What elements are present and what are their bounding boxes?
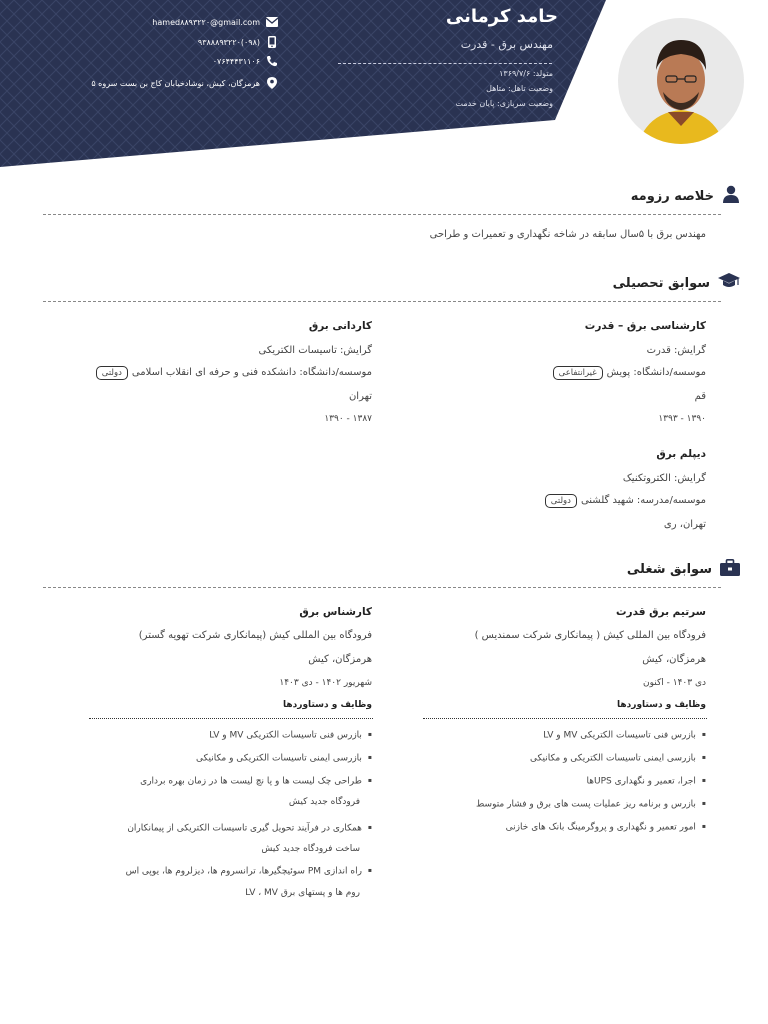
job-location: هرمزگان، کیش [642,654,706,665]
duty-item: ▪ بازرس فنی تاسیسات الکتریکی MV و LV [543,723,706,748]
summary-heading: خلاصه رزومه [630,188,714,204]
contact-email[interactable] [152,16,278,28]
duty-item: ▪ بازرس و برنامه ریز عملیات پست های برق و فشار متوسط [476,792,706,817]
location-pin-icon [266,77,278,89]
job-title: مهندس برق - قدرت [460,38,553,51]
marital-status: وضعیت تاهل: متاهل [486,84,553,93]
education-degree: کاردانی برق [308,320,372,332]
work-heading: سوابق شغلی [626,562,712,577]
user-icon [722,185,740,207]
duty-item: ▪ اجرا، تعمیر و نگهداری UPSها [586,769,706,794]
address-text: هرمزگان، کیش، نوشادخیابان کاج بن بست سروه ۵ [91,78,260,88]
duties-label: وظایف و دستاوردها [283,700,372,710]
education-degree: دیپلم برق [656,448,706,460]
avatar [618,18,744,144]
contact-phone[interactable] [213,55,278,67]
contact-address [91,77,278,89]
education-field: گرایش: تاسیسات الکتریکی [258,345,372,356]
work-divider [43,587,721,588]
duty-item: ▪ همکاری در فرآیند تحویل گیری تاسیسات الکتریکی از پیمانکاران [127,816,372,841]
duties-label: وظایف و دستاوردها [617,700,706,710]
duty-item-continuation: فرودگاه جدید کیش [288,797,360,807]
birth-date: متولد: ۱۳۶۹/۷/۶ [499,69,553,78]
mobile-icon [266,36,278,48]
institution-type-badge: غیرانتفاعی [553,366,603,380]
envelope-icon [266,16,278,28]
education-city: تهران، ری [663,519,706,530]
job-title: کارشناس برق [299,606,372,618]
military-status: وضعیت سربازی: پایان خدمت [455,99,553,108]
education-section-header [613,273,740,293]
institution-type-badge: دولتی [545,494,577,508]
education-school: موسسه/مدرسه: شهید گلشنیدولتی [545,494,706,508]
briefcase-icon [720,559,740,580]
duty-item: ▪ بازرسی ایمنی تاسیسات الکتریکی و مکانیکی [530,746,706,771]
job-dates: دی ۱۴۰۳ - اکنون [643,678,706,688]
duties-divider [423,718,707,719]
education-school: موسسه/دانشگاه: پویشغیرانتفاعی [553,366,706,380]
work-section-header [627,559,740,580]
education-field: گرایش: قدرت [646,345,706,356]
job-company: فرودگاه بین المللی کیش (پیمانکاری شرکت تهویه گستر) [138,630,372,641]
duty-item-continuation: ساخت فرودگاه جدید کیش [261,844,360,854]
mobile-text[interactable]: (۰۹۸)۹۳۸۸۸۹۳۲۲۰ [197,37,260,47]
duty-item-continuation: روم ها و پستهای برق LV ، MV [245,888,360,898]
education-dates: ۱۳۸۷ - ۱۳۹۰ [324,414,372,424]
phone-icon [266,55,278,67]
header-divider [338,63,552,64]
person-name: حامد کرمانی [445,6,558,27]
duty-item: ▪ بازرسی ایمنی تاسیسات الکتریکی و مکانیکی [196,746,372,771]
duty-item: ▪ طراحی چک لیست ها و پا نچ لیست ها در زمان بهره برداری [140,769,372,794]
duty-item: ▪ بازرس فنی تاسیسات الکتریکی MV و LV [209,723,372,748]
education-heading: سوابق تحصیلی [612,275,710,291]
institution-type-badge: دولتی [96,366,128,380]
contact-mobile[interactable] [198,36,278,48]
education-dates: ۱۳۹۰ - ۱۳۹۳ [658,414,706,424]
job-title: سرتیم برق قدرت [615,606,706,618]
education-degree: کارشناسی برق – قدرت [584,320,706,332]
education-divider [43,301,721,302]
education-school: موسسه/دانشگاه: دانشکده فنی و حرفه ای انقلاب اسلامیدولتی [96,366,372,380]
duties-divider [89,718,373,719]
job-dates: شهریور ۱۴۰۲ - دی ۱۴۰۳ [279,678,372,688]
summary-divider [43,214,721,215]
duty-item: ▪ امور تعمیر و نگهداری و پروگرمینگ بانک های خازنی [506,815,706,840]
education-field: گرایش: الکتروتکنیک [622,473,706,484]
job-company: فرودگاه بین المللی کیش ( پیمانکاری شرکت سمندیس ) [474,630,706,641]
job-location: هرمزگان، کیش [308,654,372,665]
email-text[interactable]: hamed۸۸۹۳۲۲۰@gmail.com [152,17,260,27]
summary-section-header [631,185,740,207]
duty-item: ▪ راه اندازی PM سوئیچگیرها، ترانسروم ها، دیزلروم ها، یوپی اس [126,859,372,884]
phone-text[interactable]: ۰۷۶۴۴۴۳۱۱۰۶ [212,56,260,66]
summary-text: مهندس برق با ۵سال سابقه در شاخه نگهداری و تعمیرات و طراحی [429,229,706,240]
education-city: قم [694,391,706,402]
education-city: تهران [348,391,372,402]
graduation-cap-icon [718,273,740,293]
